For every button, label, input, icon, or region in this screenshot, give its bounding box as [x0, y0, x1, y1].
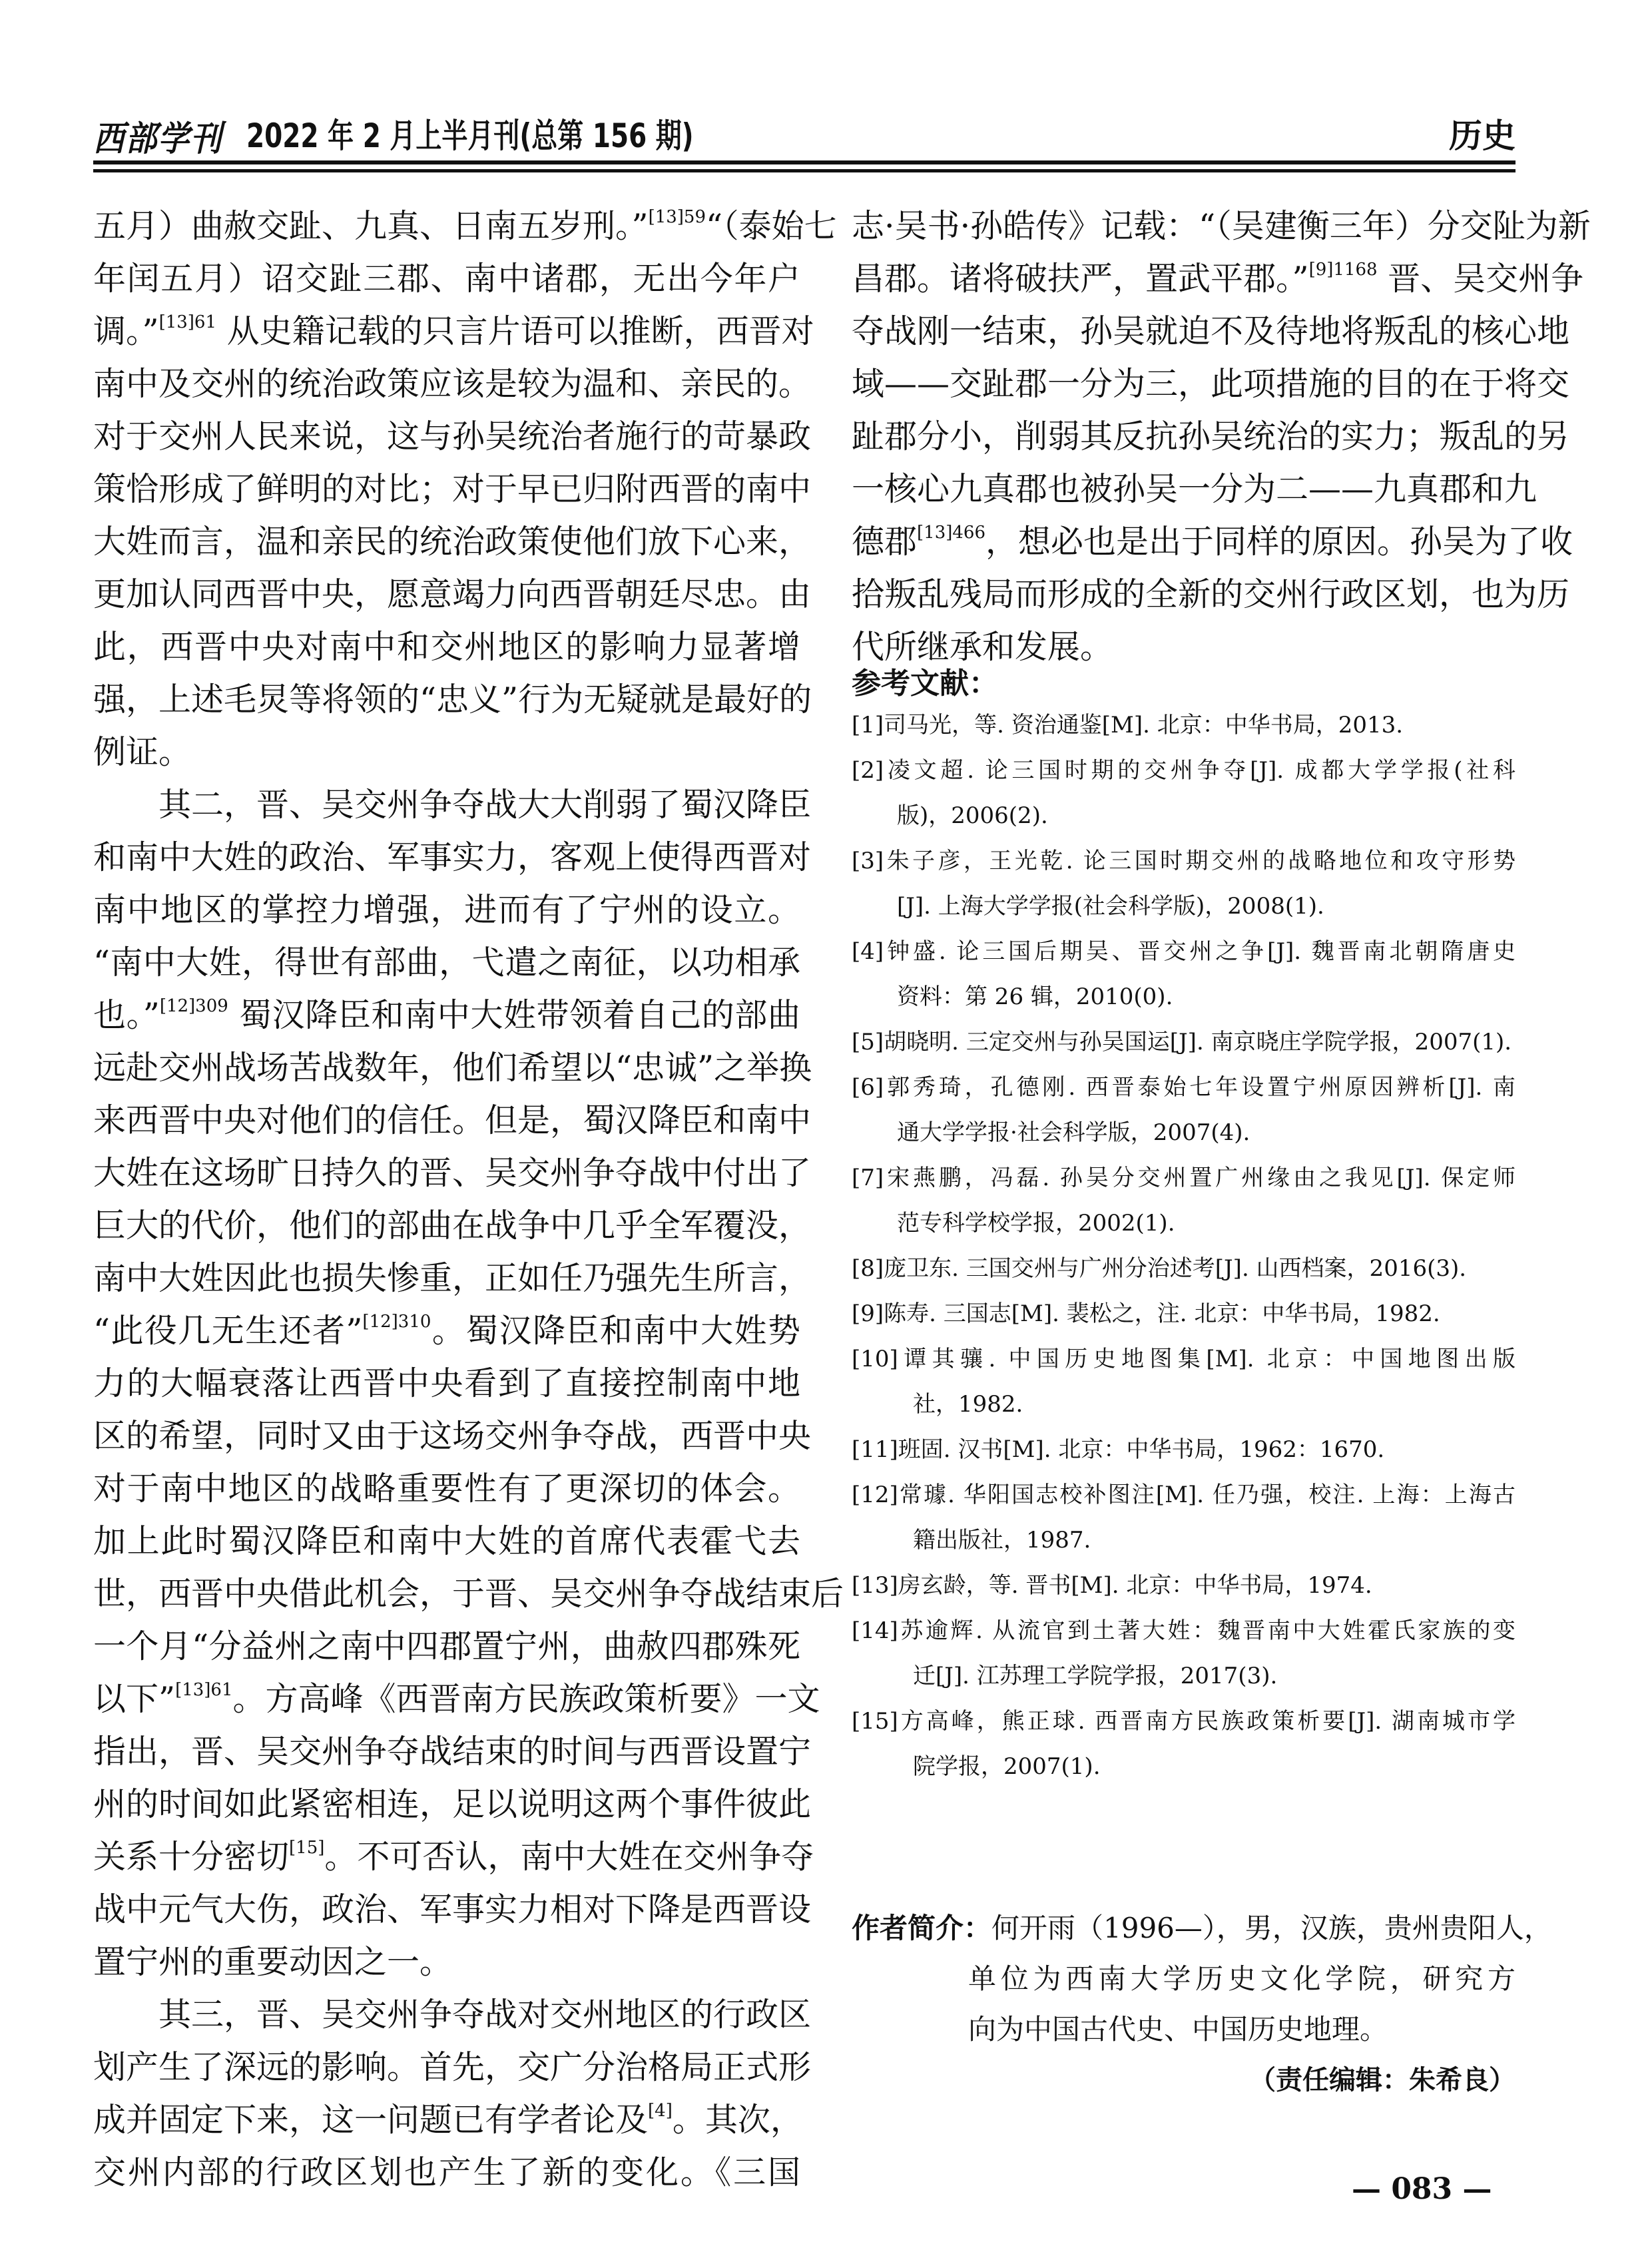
- reference-number: [2]: [852, 757, 884, 784]
- reference-line: [852, 1563, 1515, 1608]
- bio-line: 向为中国古代史、中国历史地理。: [968, 2013, 1388, 2046]
- reference-text: 凌文超. 论三国时期的交州争夺[J]. 成都大学学报(社科: [884, 757, 1515, 784]
- reference-line: [852, 838, 1515, 884]
- reference-line: [852, 1201, 1515, 1246]
- text-run: 关系十分密切: [93, 1838, 290, 1876]
- reference-number: [14]: [852, 1617, 898, 1644]
- text-run: 强，上述毛炅等将领的“忠义”行为无疑就是最好的: [93, 681, 812, 718]
- text-run: 巨大的代价，他们的部曲在战争中几乎全军覆没，: [93, 1207, 812, 1245]
- reference-number: [4]: [852, 938, 884, 965]
- reference-number: [5]: [852, 1029, 884, 1055]
- reference-number: [3]: [852, 848, 884, 874]
- text-run: 其二，晋、吴交州争夺战大大削弱了蜀汉降臣: [158, 786, 812, 824]
- text-line: [93, 1725, 812, 1778]
- responsible-editor: （责任编辑：朱希良）: [1249, 2065, 1515, 2096]
- reference-line: [852, 1472, 1515, 1518]
- bio-text: 何开雨（1996—），男，汉族，贵州贵阳人，: [991, 1912, 1552, 1944]
- text-line: [93, 1462, 800, 1515]
- reference-item: [852, 1699, 1515, 1789]
- text-line: [93, 463, 812, 515]
- reference-item: [852, 1336, 1515, 1427]
- text-run: 拾叛乱残局而形成的全新的交州行政区划，也为历: [852, 575, 1570, 613]
- references-heading: 参考文献：: [852, 667, 998, 701]
- text-line: [93, 1041, 812, 1094]
- text-run: 。不可否认，南中大姓在交州争夺: [324, 1838, 814, 1876]
- text-run: 战中元气大伤，政治、军事实力相对下降是西晋设: [93, 1890, 812, 1928]
- citation-superscript[interactable]: [12]309: [159, 996, 228, 1016]
- text-run: 远赴交州战场苦战数年，他们希望以“忠诚”之举换: [93, 1049, 812, 1087]
- text-run: 更加认同西晋中央，愿意竭力向西晋朝廷尽忠。由: [93, 575, 812, 613]
- text-run: 置宁州的重要动因之一。: [93, 1943, 453, 1981]
- text-line: [93, 1988, 812, 2041]
- reference-text: 房玄龄，等. 晋书[M]. 北京：中华书局，1974.: [898, 1572, 1372, 1599]
- text-run: 从史籍记载的只言片语可以推断，西晋对: [216, 312, 814, 350]
- text-run: 加上此时蜀汉降臣和南中大姓的首席代表霍弋去: [93, 1522, 800, 1560]
- reference-number: [10]: [852, 1346, 898, 1372]
- text-run: 晋、吴交州争: [1377, 260, 1584, 298]
- text-run: 此，西晋中央对南中和交州地区的影响力显著增: [93, 628, 800, 666]
- text-run: 力的大幅衰落让西晋中央看到了直接控制南中地: [93, 1364, 800, 1402]
- reference-text: 范专科学校学报，2002(1).: [897, 1210, 1175, 1237]
- reference-line: [852, 974, 1515, 1019]
- reference-line: [852, 884, 1515, 929]
- text-line: [93, 305, 814, 358]
- reference-line: [852, 1382, 1515, 1427]
- bio-line: 单位为西南大学历史文化学院，研究方: [968, 1962, 1515, 1995]
- reference-number: [9]: [852, 1300, 884, 1327]
- text-line: [93, 1199, 812, 1252]
- text-line: [93, 252, 800, 305]
- body-column-right: [852, 200, 1591, 673]
- text-run: 蜀汉降臣和南中大姓带领着自己的部曲: [228, 996, 800, 1034]
- reference-line: [852, 1699, 1515, 1744]
- text-line: [93, 200, 837, 252]
- bio-line: [852, 1903, 1552, 1954]
- text-line: [93, 568, 812, 621]
- text-run: 指出，晋、吴交州争夺战结束的时间与西晋设置宁: [93, 1733, 812, 1771]
- text-line: [93, 1883, 812, 1936]
- reference-text: 胡晓明. 三定交州与孙吴国运[J]. 南京晓庄学院学报，2007(1).: [884, 1029, 1512, 1055]
- text-line: [93, 358, 812, 410]
- text-run: 大姓在这场旷日持久的晋、吴交州争夺战中付出了: [93, 1154, 812, 1192]
- header-rule-thin: [93, 169, 1515, 172]
- reference-text: 方高峰，熊正球. 西晋南方民族政策析要[J]. 湖南城市学: [898, 1708, 1515, 1735]
- text-line: [93, 1515, 800, 1567]
- header-rule-thick: [93, 160, 1515, 164]
- text-run: 志·吴书·孙皓传》记载：“（吴建衡三年）分交阯为新: [852, 207, 1591, 245]
- reference-line: [852, 1110, 1515, 1155]
- reference-item: [852, 702, 1515, 748]
- text-line: [852, 515, 1573, 568]
- text-run: “此役几无生还者”: [93, 1312, 363, 1350]
- citation-superscript[interactable]: [13]61: [175, 1680, 233, 1700]
- reference-number: [11]: [852, 1436, 898, 1463]
- text-line: [93, 1936, 800, 1988]
- reference-line: [852, 1427, 1515, 1472]
- reference-text: 迁[J]. 江苏理工学院学报，2017(3).: [913, 1663, 1278, 1689]
- citation-superscript[interactable]: [15]: [289, 1838, 325, 1858]
- reference-text: 通大学学报·社会科学版，2007(4).: [897, 1119, 1250, 1146]
- text-run: 调。”: [93, 312, 159, 350]
- reference-number: [8]: [852, 1255, 884, 1282]
- reference-line: [852, 1291, 1515, 1336]
- reference-number: [6]: [852, 1074, 884, 1101]
- text-line: [93, 831, 812, 884]
- text-run: 大姓而言，温和亲民的统治政策使他们放下心来，: [93, 523, 812, 561]
- text-run: 年闰五月）诏交趾三郡、南中诸郡，无出今年户: [93, 260, 800, 298]
- text-run: 南中及交州的统治政策应该是较为温和、亲民的。: [93, 365, 812, 403]
- text-run: 。方高峰《西晋南方民族政策析要》一文: [232, 1680, 820, 1718]
- page-number: — 083 —: [1352, 2172, 1492, 2206]
- text-line: [93, 2041, 812, 2094]
- text-run: 昌郡。诸将破扶严，置武平郡。”: [852, 260, 1309, 298]
- text-line: [93, 778, 812, 831]
- reference-text: 资料：第 26 辑，2010(0).: [897, 983, 1173, 1010]
- text-run: “（泰始七: [706, 207, 837, 245]
- text-run: 德郡: [852, 523, 918, 561]
- text-run: 夺战刚一结束，孙吴就迫不及待地将叛乱的核心地: [852, 312, 1570, 350]
- text-line: [93, 621, 800, 673]
- text-run: 对于交州人民来说，这与孙吴统治者施行的苛暴政: [93, 418, 812, 455]
- reference-item: [852, 1472, 1515, 1563]
- text-run: 以下”: [93, 1680, 176, 1718]
- text-line: [93, 989, 800, 1041]
- reference-item: [852, 1291, 1515, 1336]
- reference-text: [J]. 上海大学学报(社会科学版)，2008(1).: [897, 893, 1324, 920]
- reference-item: [852, 1019, 1515, 1065]
- reference-text: 版)，2006(2).: [897, 802, 1048, 829]
- reference-text: 籍出版社，1987.: [913, 1527, 1091, 1553]
- text-line: [93, 726, 800, 778]
- citation-superscript[interactable]: [12]310: [362, 1312, 431, 1332]
- text-run: ，想必也是出于同样的原因。孙吴为了收: [985, 523, 1573, 561]
- text-line: [852, 358, 1570, 410]
- reference-line: [852, 1744, 1515, 1789]
- reference-line: [852, 702, 1515, 748]
- text-line: [93, 515, 812, 568]
- reference-item: [852, 838, 1515, 929]
- reference-line: [852, 1019, 1515, 1065]
- text-run: 五月）曲赦交趾、九真、日南五岁刑。”: [93, 207, 649, 245]
- text-run: 。蜀汉降臣和南中大姓势: [431, 1312, 800, 1350]
- text-run: 。其次，: [672, 2101, 803, 2139]
- text-run: 交州内部的行政区划也产生了新的变化。《三国: [93, 2153, 800, 2191]
- text-run: 区的希望，同时又由于这场交州争夺战，西晋中央: [93, 1417, 812, 1455]
- text-run: 来西晋中央对他们的信任。但是，蜀汉降臣和南中: [93, 1101, 812, 1139]
- bio-label: 作者简介：: [852, 1912, 992, 1944]
- references-list: [852, 702, 1515, 1789]
- reference-item: [852, 1563, 1515, 1608]
- author-bio: [852, 1903, 1552, 2055]
- reference-line: [852, 1336, 1515, 1382]
- text-run: 州的时间如此紧密相连，足以说明这两个事件彼此: [93, 1785, 812, 1823]
- text-run: 例证。: [93, 733, 192, 771]
- text-line: [93, 1673, 820, 1725]
- text-line: [852, 200, 1591, 252]
- reference-line: [852, 1155, 1515, 1201]
- text-run: 其三，晋、吴交州争夺战对交州地区的行政区: [158, 1996, 812, 2034]
- text-line: [93, 1094, 812, 1147]
- text-line: [93, 936, 800, 989]
- text-line: [93, 410, 812, 463]
- reference-line: [852, 1653, 1515, 1699]
- reference-number: [13]: [852, 1572, 898, 1599]
- journal-logo: 西部学刊: [93, 119, 223, 159]
- citation-superscript[interactable]: [4]: [648, 2101, 673, 2121]
- reference-number: [15]: [852, 1708, 898, 1735]
- text-run: 代所继承和发展。: [852, 628, 1113, 666]
- text-run: 也。”: [93, 996, 160, 1034]
- text-line: [93, 673, 812, 726]
- reference-line: [852, 1518, 1515, 1563]
- text-run: 划产生了深远的影响。首先，交广分治格局正式形: [93, 2048, 812, 2086]
- text-run: 一核心九真郡也被孙吴一分为二——九真郡和九: [852, 470, 1537, 508]
- citation-superscript[interactable]: [13]59: [648, 207, 706, 227]
- text-line: [852, 410, 1570, 463]
- text-line: [93, 1357, 800, 1410]
- reference-text: 郭秀琦，孔德刚. 西晋泰始七年设置宁州原因辨析[J]. 南: [884, 1074, 1515, 1101]
- text-run: 趾郡分小，削弱其反抗孙吴统治的实力；叛乱的另: [852, 418, 1570, 455]
- text-line: [93, 884, 800, 936]
- reference-text: 朱子彦，王光乾. 论三国时期交州的战略地位和攻守形势: [884, 848, 1515, 874]
- page-header: [93, 107, 1515, 159]
- text-line: [93, 1620, 800, 1673]
- reference-text: 社，1982.: [913, 1391, 1023, 1418]
- text-run: 成并固定下来，这一问题已有学者论及: [93, 2101, 649, 2139]
- reference-text: 钟盛. 论三国后期吴、晋交州之争[J]. 魏晋南北朝隋唐史: [884, 938, 1515, 965]
- reference-text: 陈寿. 三国志[M]. 裴松之，注. 北京：中华书局，1982.: [884, 1300, 1440, 1327]
- text-run: 世，西晋中央借此机会，于晋、吴交州争夺战结束后: [93, 1575, 844, 1613]
- reference-text: 司马光，等. 资治通鉴[M]. 北京：中华书局，2013.: [884, 712, 1404, 738]
- reference-text: 谭其骧. 中国历史地图集[M]. 北京：中国地图出版: [898, 1346, 1515, 1372]
- text-line: [852, 568, 1570, 621]
- reference-item: [852, 1427, 1515, 1472]
- reference-text: 常璩. 华阳国志校补图注[M]. 任乃强，校注. 上海：上海古: [898, 1482, 1515, 1508]
- reference-text: 苏逾辉. 从流官到土著大姓：魏晋南中大姓霍氏家族的变: [898, 1617, 1515, 1644]
- reference-text: 庞卫东. 三国交州与广州分治述考[J]. 山西档案，2016(3).: [884, 1255, 1467, 1282]
- reference-item: [852, 1246, 1515, 1291]
- reference-item: [852, 1608, 1515, 1699]
- reference-item: [852, 929, 1515, 1019]
- body-column-left: [93, 200, 844, 2199]
- text-run: 一个月“分益州之南中四郡置宁州，曲赦四郡殊死: [93, 1627, 800, 1665]
- text-line: [93, 1410, 812, 1462]
- issue-info: 2022 年 2 月上半月刊(总第 156 期): [246, 117, 694, 155]
- reference-number: [12]: [852, 1482, 898, 1508]
- reference-text: 院学报，2007(1).: [913, 1753, 1101, 1780]
- reference-text: 宋燕鹏，冯磊. 孙吴分交州置广州缘由之我见[J]. 保定师: [884, 1165, 1515, 1191]
- citation-superscript[interactable]: [13]466: [917, 523, 986, 543]
- text-line: [852, 463, 1537, 515]
- citation-superscript[interactable]: [13]61: [158, 312, 217, 332]
- text-line: [93, 1830, 814, 1883]
- text-line: [93, 1778, 812, 1830]
- section-name: 历史: [1449, 117, 1515, 155]
- text-line: [93, 1252, 812, 1304]
- text-run: 域——交趾郡一分为三，此项措施的目的在于将交: [852, 365, 1570, 403]
- reference-text: 班固. 汉书[M]. 北京：中华书局，1962：1670.: [898, 1436, 1385, 1463]
- reference-line: [852, 1065, 1515, 1110]
- reference-line: [852, 793, 1515, 838]
- text-line: [852, 252, 1584, 305]
- text-line: [93, 2146, 800, 2199]
- text-run: “南中大姓，得世有部曲，弋遣之南征，以功相承: [93, 944, 800, 981]
- reference-line: [852, 748, 1515, 793]
- reference-line: [852, 1608, 1515, 1653]
- text-run: 南中地区的掌控力增强，进而有了宁州的设立。: [93, 891, 800, 929]
- text-run: 策恰形成了鲜明的对比；对于早已归附西晋的南中: [93, 470, 812, 508]
- text-line: [93, 1304, 800, 1357]
- text-line: [852, 305, 1570, 358]
- text-run: 南中大姓因此也损失惨重，正如任乃强先生所言，: [93, 1259, 812, 1297]
- reference-line: [852, 1246, 1515, 1291]
- text-line: [93, 1147, 812, 1199]
- citation-superscript[interactable]: [9]1168: [1308, 260, 1378, 280]
- reference-number: [7]: [852, 1165, 884, 1191]
- reference-item: [852, 748, 1515, 838]
- reference-number: [1]: [852, 712, 884, 738]
- text-run: 和南中大姓的政治、军事实力，客观上使得西晋对: [93, 838, 812, 876]
- text-line: [93, 1567, 844, 1620]
- reference-item: [852, 1155, 1515, 1246]
- text-run: 对于南中地区的战略重要性有了更深切的体会。: [93, 1470, 800, 1508]
- reference-item: [852, 1065, 1515, 1155]
- reference-line: [852, 929, 1515, 974]
- text-line: [93, 2094, 803, 2146]
